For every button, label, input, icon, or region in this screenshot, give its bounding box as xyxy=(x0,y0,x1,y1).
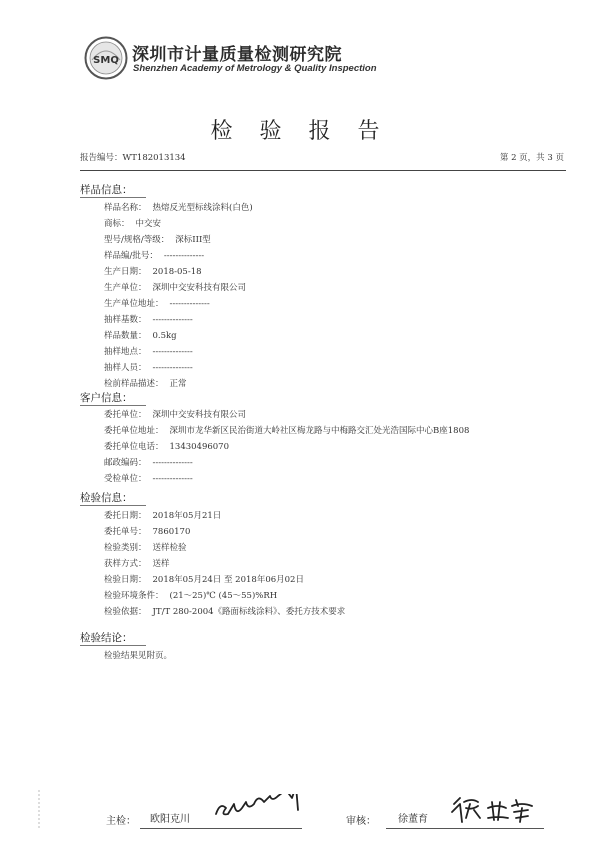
section-underline xyxy=(80,197,146,198)
section-heading-inspection: 检验信息： xyxy=(80,492,133,504)
row-label: 检前样品描述： xyxy=(104,379,164,389)
report-number xyxy=(80,151,186,163)
section-underline xyxy=(80,505,146,506)
inspector-name: 欧阳克川 xyxy=(150,814,190,825)
section-heading-sample: 样品信息： xyxy=(80,184,133,196)
row-label: 抽样基数： xyxy=(104,315,147,325)
info-row xyxy=(104,280,253,296)
page-info: 第 2 页，共 3 页 xyxy=(499,153,564,163)
inspector-signature xyxy=(212,794,304,824)
info-row xyxy=(104,264,253,280)
row-label: 检验依据： xyxy=(104,607,147,617)
row-label: 抽样地点： xyxy=(104,347,147,357)
conclusion-text: 检验结果见附页。 xyxy=(104,651,173,661)
row-label: 生产日期： xyxy=(104,267,147,277)
row-value: 中交安 xyxy=(135,219,162,229)
header-divider xyxy=(80,170,566,171)
row-value: 2018-05-18 xyxy=(152,267,202,277)
row-value: 0.5kg xyxy=(152,331,177,341)
row-value: 深标III型 xyxy=(175,235,211,245)
info-row xyxy=(104,604,345,620)
row-label: 获样方式： xyxy=(104,559,147,569)
row-label: 委托单位地址： xyxy=(104,426,164,436)
row-value: -------------- xyxy=(169,299,210,309)
side-margin-mark xyxy=(36,790,42,830)
row-value: 深圳中交安科技有限公司 xyxy=(152,283,247,293)
info-row xyxy=(104,455,469,471)
row-value: 送样检验 xyxy=(152,543,187,553)
info-row xyxy=(104,423,469,439)
info-row xyxy=(104,344,253,360)
row-label: 委托单位： xyxy=(104,410,147,420)
row-label: 检验环境条件： xyxy=(104,591,164,601)
row-label: 邮政编码： xyxy=(104,458,147,468)
row-value: (21～25)℃ (45～55)%RH xyxy=(169,591,278,601)
info-row xyxy=(104,471,469,487)
report-number-label: 报告编号： xyxy=(80,153,123,163)
info-row xyxy=(104,312,253,328)
info-row xyxy=(104,508,345,524)
row-value: -------------- xyxy=(152,363,193,373)
inspector-signature-line xyxy=(140,828,302,829)
section-underline xyxy=(80,405,146,406)
row-value: 7860170 xyxy=(152,527,191,537)
section-underline xyxy=(80,645,146,646)
row-label: 商标： xyxy=(104,219,130,229)
info-row xyxy=(104,200,253,216)
info-row xyxy=(104,296,253,312)
row-label: 生产单位： xyxy=(104,283,147,293)
info-row xyxy=(104,588,345,604)
inspector-label: 主检： xyxy=(106,816,136,827)
report-number-value: WT182013134 xyxy=(122,153,186,163)
row-label: 样品名称： xyxy=(104,203,147,213)
row-value: -------------- xyxy=(152,347,193,357)
row-label: 委托日期： xyxy=(104,511,147,521)
info-row xyxy=(104,540,345,556)
info-row xyxy=(104,407,469,423)
info-row xyxy=(104,360,253,376)
reviewer-label: 审核： xyxy=(346,816,376,827)
info-row xyxy=(104,248,253,264)
row-label: 受检单位： xyxy=(104,474,147,484)
row-label: 检验日期： xyxy=(104,575,147,585)
row-value: 热熔反光型标线涂料(白色) xyxy=(152,203,253,213)
row-label: 型号/规格/等级： xyxy=(104,235,170,245)
institute-name-cn: 深圳市计量质量检测研究院 xyxy=(132,45,342,65)
row-value: -------------- xyxy=(152,458,193,468)
institute-name-en: Shenzhen Academy of Metrology & Quality Inspection xyxy=(133,63,377,74)
reviewer-signature xyxy=(448,794,544,826)
row-value: JT/T 280-2004《路面标线涂料》、委托方技术要求 xyxy=(152,607,346,617)
client-info-list xyxy=(104,407,469,487)
row-value: 送样 xyxy=(152,559,170,569)
row-value: 2018年05月24日 至 2018年06月02日 xyxy=(152,575,304,585)
institute-logo xyxy=(84,36,128,80)
row-value: 2018年05月21日 xyxy=(152,511,222,521)
row-label: 检验类别： xyxy=(104,543,147,553)
row-value: 深圳市龙华新区民治街道大岭社区梅龙路与中梅路交汇处光浩国际中心B座1808 xyxy=(169,426,470,436)
reviewer-name: 徐董育 xyxy=(398,814,428,825)
row-value: -------------- xyxy=(152,315,193,325)
row-label: 生产单位地址： xyxy=(104,299,164,309)
row-label: 委托单号： xyxy=(104,527,147,537)
row-label: 样品编/批号： xyxy=(104,251,158,261)
row-value: 深圳中交安科技有限公司 xyxy=(152,410,247,420)
section-heading-client: 客户信息： xyxy=(80,392,133,404)
row-value: -------------- xyxy=(163,251,205,261)
row-label: 样品数量： xyxy=(104,331,147,341)
sample-info-list xyxy=(104,200,253,392)
row-value: 正常 xyxy=(169,379,187,389)
document-title: 检 验 报 告 xyxy=(210,119,390,144)
info-row xyxy=(104,524,345,540)
info-row xyxy=(104,439,469,455)
info-row xyxy=(104,556,345,572)
row-label: 抽样人员： xyxy=(104,363,147,373)
inspection-info-list xyxy=(104,508,345,620)
info-row xyxy=(104,216,253,232)
info-row xyxy=(104,328,253,344)
row-label: 委托单位电话： xyxy=(104,442,164,452)
info-row xyxy=(104,572,345,588)
reviewer-signature-line xyxy=(386,828,544,829)
section-heading-conclusion: 检验结论： xyxy=(80,632,133,644)
logo-text: SMQ xyxy=(93,55,119,66)
info-row xyxy=(104,232,253,248)
row-value: 13430496070 xyxy=(169,442,230,452)
row-value: -------------- xyxy=(152,474,193,484)
